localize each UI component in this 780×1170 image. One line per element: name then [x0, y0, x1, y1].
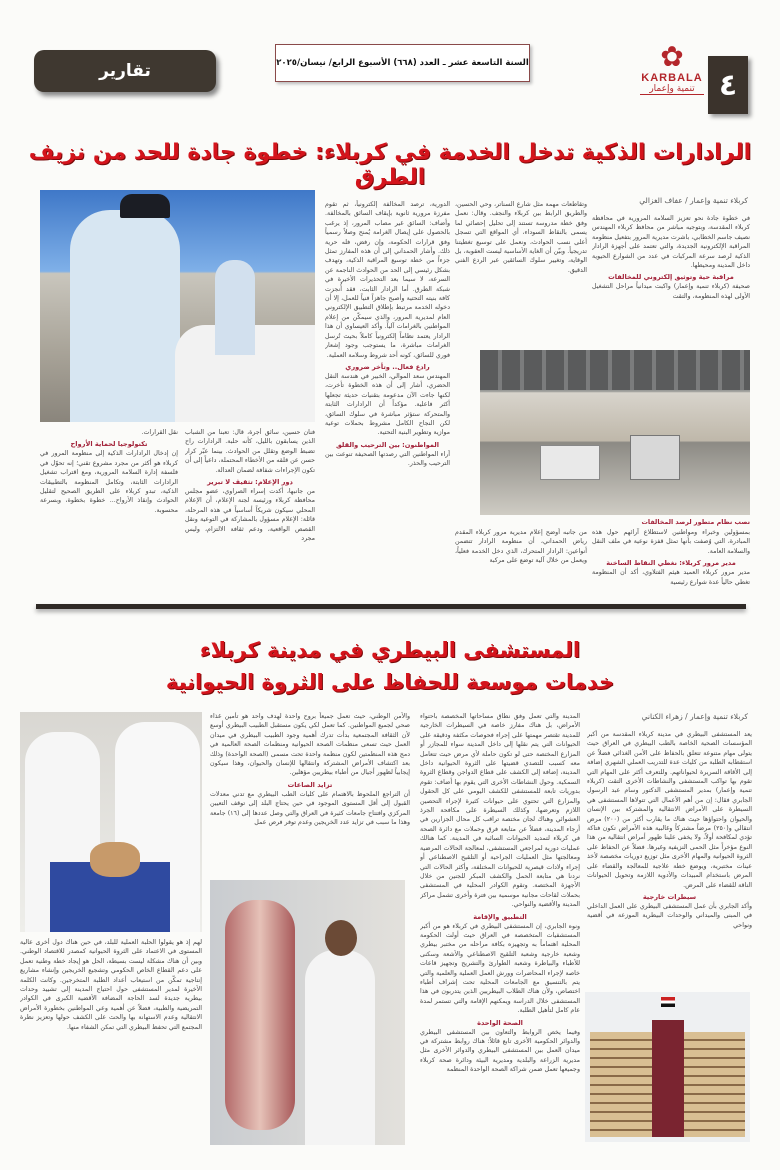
paragraph: من جانبها، أكدت إسراء الصراوي، عضو مجلس محافظة كربلاء ورئيسة لجنة الإعلام، أن الإعلام المحلي سيكون شريكاً أساسياً في هذه المرحلة، قائلة: الإعلام مسؤول بالمشاركة في التوعية ونقل القصص الواقعية، ودعم ثقافة الالتزام، وليس مجرد	[185, 488, 315, 543]
issue-info: السنة التاسعة عشر ـ العدد (٦٦٨) الأسبوع الرابع/ نيسان/٢٠٢٥	[275, 44, 530, 82]
subheading: التطبيق والإقامة	[473, 912, 527, 921]
paragraph: المدينة والتي تعمل وفق نطاق مساحاتها المخصصة باحتواء الأمراض، بل هناك مفارز خاصة في السيطرات الخارجية للمدينة تقتصر مهمتها على إجراء فحوصات مكثفة ودقيقة على الحيوانات التي يتم نقلها إلى داخل المدينة سواء للمجازر أو المزارع المختصة حتى لو تكون حاملة لأي مرض حيث تتعامل معه كسبب للتصدي قضيتها على الثروة الحيوانية داخل المدينة، إضافة إلى الكشف على قطاع الدواجن وقطاع الثروة السمكية. وحول النشاطات الأخرى التي يقوم بها أضاف: تقوم بدوريات تابعة للمستشفى للكشف اليومي على كل الحقول والمزارع التي تحتوي على حيوانات كثيرة لإجراء التحصين اللازم وتعرضها، وكذلك السيطرة على مكافحة الجرذ العشوائي وهناك لجان مختصة تراقب كل محال الجزارين في أرجاء المدينة، فضلاً عن متابعة فرق وحملات مع دائرة الصحة في كربلاء لتمديد الحيوانات السائبة في المدينة. كما هنالك عمليات دورية لمراجعي المستشفى، لمعالجة الحالات المرضية ومعالجتها مثل العمليات الجراحية أو التلقيح الاصطناعي أو إجراء ولادات قيصرية للحيوانات المختلفة، وأكثر الحالات التي نردنا هي متابعة الحمل والكشف المبكر للجنين من خلال الأجهزة المختصة. وتقوم الكوادر المحلية في المستشفى بحملات لقاحات مجانية موسمية بين فترة وأخرى تشمل مراكز المدينة والأقضية والنواحي.	[420, 713, 580, 909]
paragraph: نقل القرارات.	[141, 429, 178, 436]
paragraph: يعد المستشفى البيطري في مدينة كربلاء المقدسة من أكبر المؤسسات الصحية الخاصة بالطب البيطري في العراق حيث يتولى مهام متنوعة تتعلق بالحفاظ على الأمن الغذائي فضلاً عن استقطابه الطلبة من كليات عدة للتدريب العملي الشهري إضافة إلى الأقاقة السريرة لحيواناتهم. وللتعرف أكثر على المهام التي تقوم بها تواكب المستشفى والنشاطات الأخرى التقت (كربلاء تنمية وإعمار) بمدير المستشفى الدكتور وسام عبد الرسول الجابري فقال: إن من أهم الأعمال التي تتولاها المستشفى هي السيطرة على الأمراض الانتقالية والمشتركة بين الإنسان والحيوان واحتواؤها حيث هناك ما يقارب أكثر من (٢٠٠) مرض انتقالي و(٢٥٠) مرضاً مشتركاً وغالبية هذه الأمراض تكون فتاكة تؤدي لمكافحة أولاً، ولا يخفى علينا ظهور أمراض انتقالية من هذا النوع مؤخراً مثل الحمى النزيفية وغيرها. فضلاً عن الحفاظ على الثروة الحيوانية والمهام الأخرى مثل توزيع دوريات مخصصة لأخذ عينات مختبرية، ويوضع خطة علاجية للمعالجة والقضاء على المرض باستخدام المبيدات والأدوية اللازمة وتحويل الحيوانات الناقة للقضاء على المرض.	[587, 731, 752, 889]
article2-title	[20, 634, 760, 698]
article1-title: الرادارات الذكية تدخل الخدمة في كربلاء: خطوة جادة للحد من نزيف الطرق	[28, 140, 752, 190]
subheading: المواطنون: بين الترحيب والقلق	[335, 440, 439, 449]
paragraph: إن إدخال الرادارات الذكية إلى منظومة المرور في كربلاء هو أكثر من مجرد مشروع تقني؛ إنه تحوّل في فلسفة إدارة السلامة المرورية، ومع اقتراب تشغيل الرادارات الثابتة، وتكامل المنظومة بالتطبيقات الذكية، تبدو كربلاء على الطريق الصحيح لتقليل الحوادث وإنقاذ الأرواح... خطوة بخطوة، وبسرعة محسوبة.	[40, 450, 178, 514]
article1-col3	[325, 200, 450, 596]
article2-col1	[587, 730, 752, 986]
article2-col4	[20, 938, 202, 1148]
subheading: مدير مرور كربلاء: نغطي النقاط الساخنة	[606, 559, 736, 568]
paragraph: لهم إذ هو يقولوا الحلبة العملية للبلد، في حين هناك دول أخرى عالية المستوى في الاعتماد على الثروة الحيوانية كمصدر للاقتصاد الوطني. وبين أن هناك مشكلة ليست بسيطة، الحل هو إيجاد خطة وطنية تعمل على دعم القطاع الخاص الحكومي وتشجيع الخريجين وإنشاء مشاريع إنتاجية تمكّن من استيعاب أعداد الطلبة المتخرجين. وكانت الكلمة الأخيرة لمدير المستشفى حول احتياج المدينة إلى تشييد وحدات بيطرية جديدة لسد الحاجة المضافة الأقضية الكبرى في الكوادر التمريضية والطبية، فضلاً عن أهمية وعي المواطنين بخطورة الأمراض الانتقالية وعدم الاستهانة بها والحث على الكشف حولها وتعزيز نظرة المجتمع التي تحفظ البيطري التي تمكن الشفاء منها.	[20, 939, 202, 1031]
subheading: تزايد الصاعات	[287, 780, 333, 789]
article1-col1-cont	[592, 528, 750, 596]
article2-byline: كربلاء تنمية وإعمار / زهراء الكناني	[641, 712, 748, 721]
article1-col4	[185, 428, 315, 596]
photo-caption: نصب نظام متطور لرصد المخالفات	[641, 518, 750, 526]
logo-emblem-icon: ✿	[660, 40, 684, 73]
article1-col5	[40, 428, 178, 596]
paragraph: وفيما يخص الروابط والتعاون بين المستشفى البيطري والدوائر الحكومية الأخرى تابع قائلاً: هناك روابط مشتركة في ميدان العمل بين المستشفى البيطري والدوائر الأخرى مثل مديرية الزراعة والبلدية ومديرية البيئة ودائرة صحة كربلاء وجميعها تعمل ضمن شراكة الصحة الواحدة المنظمة	[420, 1028, 580, 1074]
page-number: ٤	[708, 56, 748, 114]
article2-title-line1: المستشفى البيطري في مدينة كربلاء	[199, 638, 581, 662]
paragraph: في خطوة جادة نحو تعزيز السلامة المرورية في محافظة كربلاء المقدسة، وبتوجيه مباشر من محافظ كربلاء المهندس نصيف جاسم الخطابي، باشرت مديرية المرور بتفعيل منظومة المراقبة الإلكترونية الجديدة، والتي تعتمد على أجهزة الرادار الذكية لرصد سرعة المركبات في عدد من الشوارع الحيوية داخل المدينة ومحيطها.	[592, 215, 750, 270]
paragraph: والأمن الوطني، حيث تعمل جميعاً بروح واحدة لهدف واحد هو تأمين غذاء صحي لجميع المواطنين. كما تعمل لكي يكون مستقبل الطبيب البيطري أوسع لأن الثقافة المجتمعية بدأت تدرك أهمية وجود الطبيب البيطري في ميدان العمل حيث تسعى منظمات الصحة الحيوانية ومنظمات الصحة العالمية في دمج هذه المنظمتين لكون منظمة واحدة تحت مسمى (الصحة الواحدة) وذلك بعد اكتشاف الأمراض المشتركة وانتقالها للإنسان والحيوان، وهذا سيكون إيجابياً لظهور أجيال من أطباء بيطريين مؤهلين.	[210, 713, 410, 777]
section-divider	[36, 604, 746, 609]
article2-col3	[210, 712, 410, 874]
veterinary-hospital-photo	[585, 992, 750, 1142]
veterinarians-photo	[20, 712, 202, 932]
paragraph: الدورية، ترصد المخالفة إلكترونياً، ثم تقوم مفرزة مرورية ثانوية بإيقاف السائق بالمخالفة. وأضاف: السائق غير مصاب المرور، إذ يرغب بالحصول على إيصال الغرامة يُمنح وصلاً رسمياً وفق قرارات الحكومة، وإن رفض، فله حرية ذلك. وأشار الحمداني إلى أن هذه المفارز تمثل جزءاً من خطة توسيع المراقبة الذكية، وتهدف بشكل رئيسي إلى الحد من الحوادث الناجمة عن السرعة، لا سيما بعد التحذيرات الأخيرة في شبكة الطرق. أما الرادار الثابت، فقد أُنجزت كافة بنيته التحتية وأصبح جاهزاً فنياً للعمل، إلا أن دخوله الخدمة مرتبط بإطلاق التطبيق الإلكتروني العام لمديرية المرور، والذي سيمكّن من إعلام المواطنين بالغرامات آلياً. وأكد العيساوي أن هذا الرادار يعتمد نظاماً إلكترونياً كاملاً بحيث تُرسل الغرامات مباشرة، ما يستوجب وجود إشعار فوري للسائق، كونه أحد شروط وسلامة العملية.	[325, 201, 450, 359]
article1-byline: كربلاء تنمية وإعمار / عفاف الغزالي	[639, 196, 748, 205]
article1-col1	[592, 214, 750, 349]
subheading: الصحة الواحدة	[477, 1018, 523, 1027]
radar-checkpoint-photo	[480, 350, 750, 515]
subheading: مراقبة حية وتوثيق إلكتروني للمخالفات	[608, 273, 734, 282]
paragraph: وتقاطعات مهمة مثل شارع السناتر، وحي الحسين، والطريق الرابط بين كربلاء والنجف. وقال: نعمل وفق خطة مدروسة تستند إلى تحليل إحصائي لما يسمى بالنقاط السوداء، أي المواقع التي تسجل أعلى نسب الحوادث، ونعمل على توسيع تغطيتنا تدريجياً. وبيّن أن الغاية الأساسية ليست العقوبة، بل الوقاية، وتغيير سلوك السائقين عبر الردع الفني الدقيق.	[455, 201, 587, 274]
paragraph: ونوه الجابري، إن المستشفى البيطري في كربلاء هو من أكبر المستشفيات المتخصصة في العراق حيث أولت الحكومة المحلية اهتماماً به وتجهيزه بكافة مراحله من مختبر بيطري وشعبة خارجية وشعبة التلقيح الاصطناعي والأشعة وسكنى للأطباء والبياطرة وشعبة الطوارئ والتشريح وتجهيز قاعات خاصة لإجراء المحاضرات وورش العمل العملية والعلمية والتي يتم بالتنسيق مع الجامعات المحلية تحت إشراف أطباء اختصاص، ولأن هناك الطلاب البيطريين الذين يتدربون في هذا المستشفى خلال الدراسة ويمكنهم الإقامة والتي تستمر لمدة عام كامل لتأهيل الطلبة.	[420, 922, 580, 1015]
karbala-logo	[640, 42, 704, 112]
article1-col2-cont	[455, 528, 587, 596]
article2-col2	[420, 712, 580, 1147]
paragraph: أن التراجع الملحوظ بالاهتمام على كليات الطب البيطري مع تدني معدلات القبول إلى أقل المستوى الموجود في حين يحتاج البلد إلى توقف التعيين المركزي وافتتاح جامعات كثيرة في العراق والتي وصل عددها إلى (١٦) جامعة وهذا ما سبب في تزايد عدد الخريجين وعدم توفر فرص عمل	[210, 790, 410, 827]
paragraph: آراء المواطنين التي رصدتها الصحيفة تنوعت بين الترحيب والحذر.	[325, 450, 450, 468]
paragraph: مدير مرور كربلاء العميد هيثم الفتلاوي، أكد أن المنظومة تغطي حالياً عدة شوارع رئيسية	[592, 569, 750, 586]
subheading: سيطرات خارجية	[642, 892, 697, 901]
logo-text-en: KARBALA	[641, 72, 703, 84]
paragraph: فنان حسين، سائق أجرة، قال: تعبنا من الشباب الذين يسابقون بالليل، كأنه حلبة. الرادارات راح تضبط الوضع وتقلل من الحوادث. بينما عبّر كرار حسن عن قلقه من الأخطاء المحتملة، داعياً إلى أن تكون الإجراءات شفافة لضمان العدالة.	[185, 429, 315, 474]
subheading: دور الإعلام: تثقيف لا تبرير	[207, 478, 293, 487]
paragraph: المهندس سعد الموالي، الخبير في هندسة النقل الحضري، أشار إلى أن هذه الخطوة تأخرت، لكنها جاءت الآن مدعومة بتقنيات حديثة تجعلها أكثر فاعلية. مؤكداً أن الرادارات الثابتة والمتحركة ستؤثر مباشرة في سلوك السائق، لكن النجاح الكامل مشروط بحملات توعية موازية وتطوير البنية التحتية.	[325, 372, 450, 437]
article1-col2	[455, 200, 587, 330]
article2-title-line2: خدمات موسعة للحفاظ على الثروة الحيوانية	[165, 670, 615, 694]
paragraph: من جانبه أوضح إعلام مديرية مرور كربلاء المقدم رياض الحمداني، أن منظومة الرادار تتضمن أنواعين: الرادار المتحرك، الذي دخل الخدمة فعلياً، ويعمل من خلال آلية توضع على مركبة	[455, 529, 587, 565]
section-label: تقارير	[34, 50, 216, 92]
subheading: تكنولوجيا لحماية الأرواح	[70, 440, 148, 449]
subheading: رادع فعال.. وتأخر ضروري	[345, 362, 430, 371]
paragraph: صحيفة (كربلاء تنمية وإعمار) واكبت ميدانياً مراحل التشغيل الأولى لهذه المنظومة، والتقت	[592, 283, 750, 300]
logo-text-ar: تنمية وإعمار	[640, 84, 704, 95]
paragraph: بمسؤولين وخبراء ومواطنين لاستطلاع آرائهم حول هذه المبادرة، التي وُصفت بأنها تمثل قفزة نوعية في ملف النقل والسلامة العامة.	[592, 529, 750, 555]
slaughterhouse-photo	[210, 880, 405, 1145]
paragraph: وأكد الجابري بأن عمل المستشفى البيطري على العمل الداخلي في المبنى والميداني والوحدات البيطرية الموزعة في أقضية ونواحي	[587, 902, 752, 929]
traffic-police-photo	[40, 190, 315, 422]
